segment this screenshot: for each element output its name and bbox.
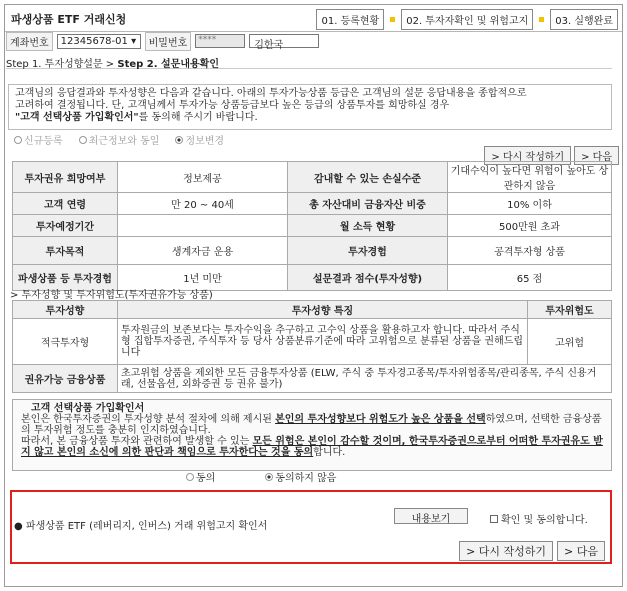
table-row xyxy=(13,215,612,237)
survey-value: 만 20 ~ 40세 xyxy=(118,193,288,215)
confirm-text: 따라서, 본 금융상품 투자와 관련하여 발생할 수 있는 xyxy=(21,436,253,447)
confirm-title: 고객 선택상품 가입확인서 xyxy=(31,403,145,414)
agree-label: 확인 및 동의합니다. xyxy=(501,515,588,526)
option-label: 최근정보와 동일 xyxy=(88,136,160,147)
table-row xyxy=(13,301,612,319)
agree-checkbox[interactable] xyxy=(490,511,588,526)
account-value: 12345678-01 xyxy=(60,35,128,47)
option-label: 정보변경 xyxy=(185,136,225,147)
breadcrumb-step2: Step 2. 설문내용확인 xyxy=(117,59,219,70)
view-content-button[interactable]: 내용보기 xyxy=(394,508,468,524)
profile-section-title: > 투자성향 및 투자위험도(투자권유가능 상품) xyxy=(10,290,213,301)
password-field[interactable]: **** xyxy=(195,34,245,48)
survey-value: 기대수익이 높다면 위험이 높아도 상관하지 않음 xyxy=(448,162,612,193)
survey-key: 월 소득 현황 xyxy=(288,215,448,237)
option-same[interactable] xyxy=(79,132,160,147)
survey-value: 500만원 초과 xyxy=(448,215,612,237)
radio-icon xyxy=(79,136,87,144)
confirm-emphasis: 모든 위험은 본인이 감수할 것이며, 한국투자증권으로부터 어떠한 투자권유도 받지 않고 본인의 소신에 의한 판단과 책임으로 투자한다는 것을 동의 xyxy=(21,436,603,458)
radio-icon xyxy=(175,136,183,144)
chevron-down-icon: ▾ xyxy=(131,35,137,47)
profile-type: 적극투자형 xyxy=(13,319,118,365)
survey-key: 투자권유 희망여부 xyxy=(13,162,118,193)
survey-key: 설문결과 점수(투자성향) xyxy=(288,265,448,291)
title-bar xyxy=(5,5,622,32)
table-row xyxy=(13,365,612,393)
survey-value xyxy=(118,215,288,237)
window-title: 파생상품 ETF 거래신청 xyxy=(11,13,127,26)
radio-disagree[interactable] xyxy=(265,469,336,484)
step-arrow-icon xyxy=(390,17,395,22)
survey-value: 10% 이하 xyxy=(448,193,612,215)
breadcrumb xyxy=(6,55,612,69)
rewrite-button-bottom[interactable]: > 다시 작성하기 xyxy=(459,541,553,561)
bottom-buttons xyxy=(459,541,605,561)
survey-value: 1년 미만 xyxy=(118,265,288,291)
account-label: 계좌번호 xyxy=(6,32,53,51)
account-bar xyxy=(6,32,319,50)
avail-desc: 초고위험 상품을 제외한 모든 금융투자상품 (ELW, 주식 중 투자경고종목/투자위험종목/관리종목, 주식 신용거래, 선물옵션, 외화증권 등 권유 불가) xyxy=(118,365,612,393)
customer-name: 김한국 xyxy=(249,34,319,48)
table-row xyxy=(13,319,612,365)
confirmation-box xyxy=(12,399,612,471)
profile-desc: 투자원금의 보존보다는 투자수익을 추구하고 고수익 상품을 활용하고자 합니다. 따라서 주식형 집합투자증권, 주식투자 등 당사 상품분류기준에 따라 고위험으로 분류된 상품을 권해드립니다 xyxy=(118,319,528,365)
step-1: 01. 등록현황 xyxy=(316,9,384,30)
survey-key: 투자예정기간 xyxy=(13,215,118,237)
survey-value: 공격투자형 상품 xyxy=(448,237,612,265)
password-label: 비밀번호 xyxy=(145,32,192,51)
survey-value: 생계자금 운용 xyxy=(118,237,288,265)
radio-icon xyxy=(265,473,273,481)
confirm-text: 하였으며, 선택한 금융상품의 투자위험 정도를 충분히 인지하였습니다. xyxy=(21,414,602,436)
confirm-emphasis: 본인의 투자성향보다 위험도가 높은 상품을 선택 xyxy=(275,414,486,425)
risk-notice-text: 파생상품 ETF (레버리지, 인버스) 거래 위험고지 확인서 xyxy=(25,521,268,532)
profile-header: 투자위험도 xyxy=(528,301,612,319)
profile-risk: 고위험 xyxy=(528,319,612,365)
profile-header: 투자성향 특징 xyxy=(118,301,528,319)
option-change[interactable] xyxy=(175,132,224,147)
survey-key: 파생상품 등 투자경험 xyxy=(13,265,118,291)
rewrite-button[interactable]: > 다시 작성하기 xyxy=(484,146,571,165)
survey-table xyxy=(12,161,612,291)
step-2: 02. 투자자확인 및 위험고지 xyxy=(401,9,533,30)
notice-bold: "고객 선택상품 가입확인서" xyxy=(15,112,139,123)
agree-options xyxy=(186,469,336,484)
profile-header: 투자성향 xyxy=(13,301,118,319)
step-indicator xyxy=(316,9,618,30)
survey-key: 감내할 수 있는 손실수준 xyxy=(288,162,448,193)
bullet-icon: ● xyxy=(14,521,23,532)
survey-key: 고객 연령 xyxy=(13,193,118,215)
survey-value: 정보제공 xyxy=(118,162,288,193)
survey-key: 총 자산대비 금융자산 비중 xyxy=(288,193,448,215)
option-label: 동의하지 않음 xyxy=(275,473,337,484)
risk-notice-label xyxy=(14,517,267,532)
survey-key: 투자경험 xyxy=(288,237,448,265)
table-row xyxy=(13,237,612,265)
table-row xyxy=(13,162,612,193)
radio-icon xyxy=(14,136,22,144)
account-select[interactable] xyxy=(57,34,141,49)
notice-line: 고려하여 결정됩니다. 단, 고객님께서 투자가능 상품등급보다 높은 등급의 상품투자를 희망하실 경우 xyxy=(15,100,450,111)
step-3: 03. 실행완료 xyxy=(550,9,618,30)
confirm-text: 합니다. xyxy=(313,447,346,458)
option-new[interactable] xyxy=(14,132,63,147)
radio-agree[interactable] xyxy=(186,469,215,484)
table-row xyxy=(13,193,612,215)
survey-key: 투자목적 xyxy=(13,237,118,265)
notice-line: 를 동의해 주시기 바랍니다. xyxy=(138,112,258,123)
notice-line: 고객님의 응답결과와 투자성향은 다음과 같습니다. 아래의 투자가능상품 등급은 고객님의 설문 응답내용을 종합적으로 xyxy=(15,88,527,99)
avail-label: 권유가능 금융상품 xyxy=(13,365,118,393)
survey-value: 65 점 xyxy=(448,265,612,291)
next-button-bottom[interactable]: > 다음 xyxy=(557,541,605,561)
registration-options xyxy=(14,132,224,147)
notice-box xyxy=(8,84,612,130)
option-label: 신규등록 xyxy=(24,136,63,147)
breadcrumb-step1: Step 1. 투자성향설문 > xyxy=(6,59,118,70)
profile-table xyxy=(12,300,612,393)
option-label: 동의 xyxy=(196,473,216,484)
radio-icon xyxy=(186,473,194,481)
confirm-text: 본인은 한국투자증권의 투자성향 분석 절차에 의해 제시된 xyxy=(21,414,276,425)
step-arrow-icon xyxy=(539,17,544,22)
checkbox-icon xyxy=(490,515,498,523)
next-button[interactable]: > 다음 xyxy=(574,146,619,165)
